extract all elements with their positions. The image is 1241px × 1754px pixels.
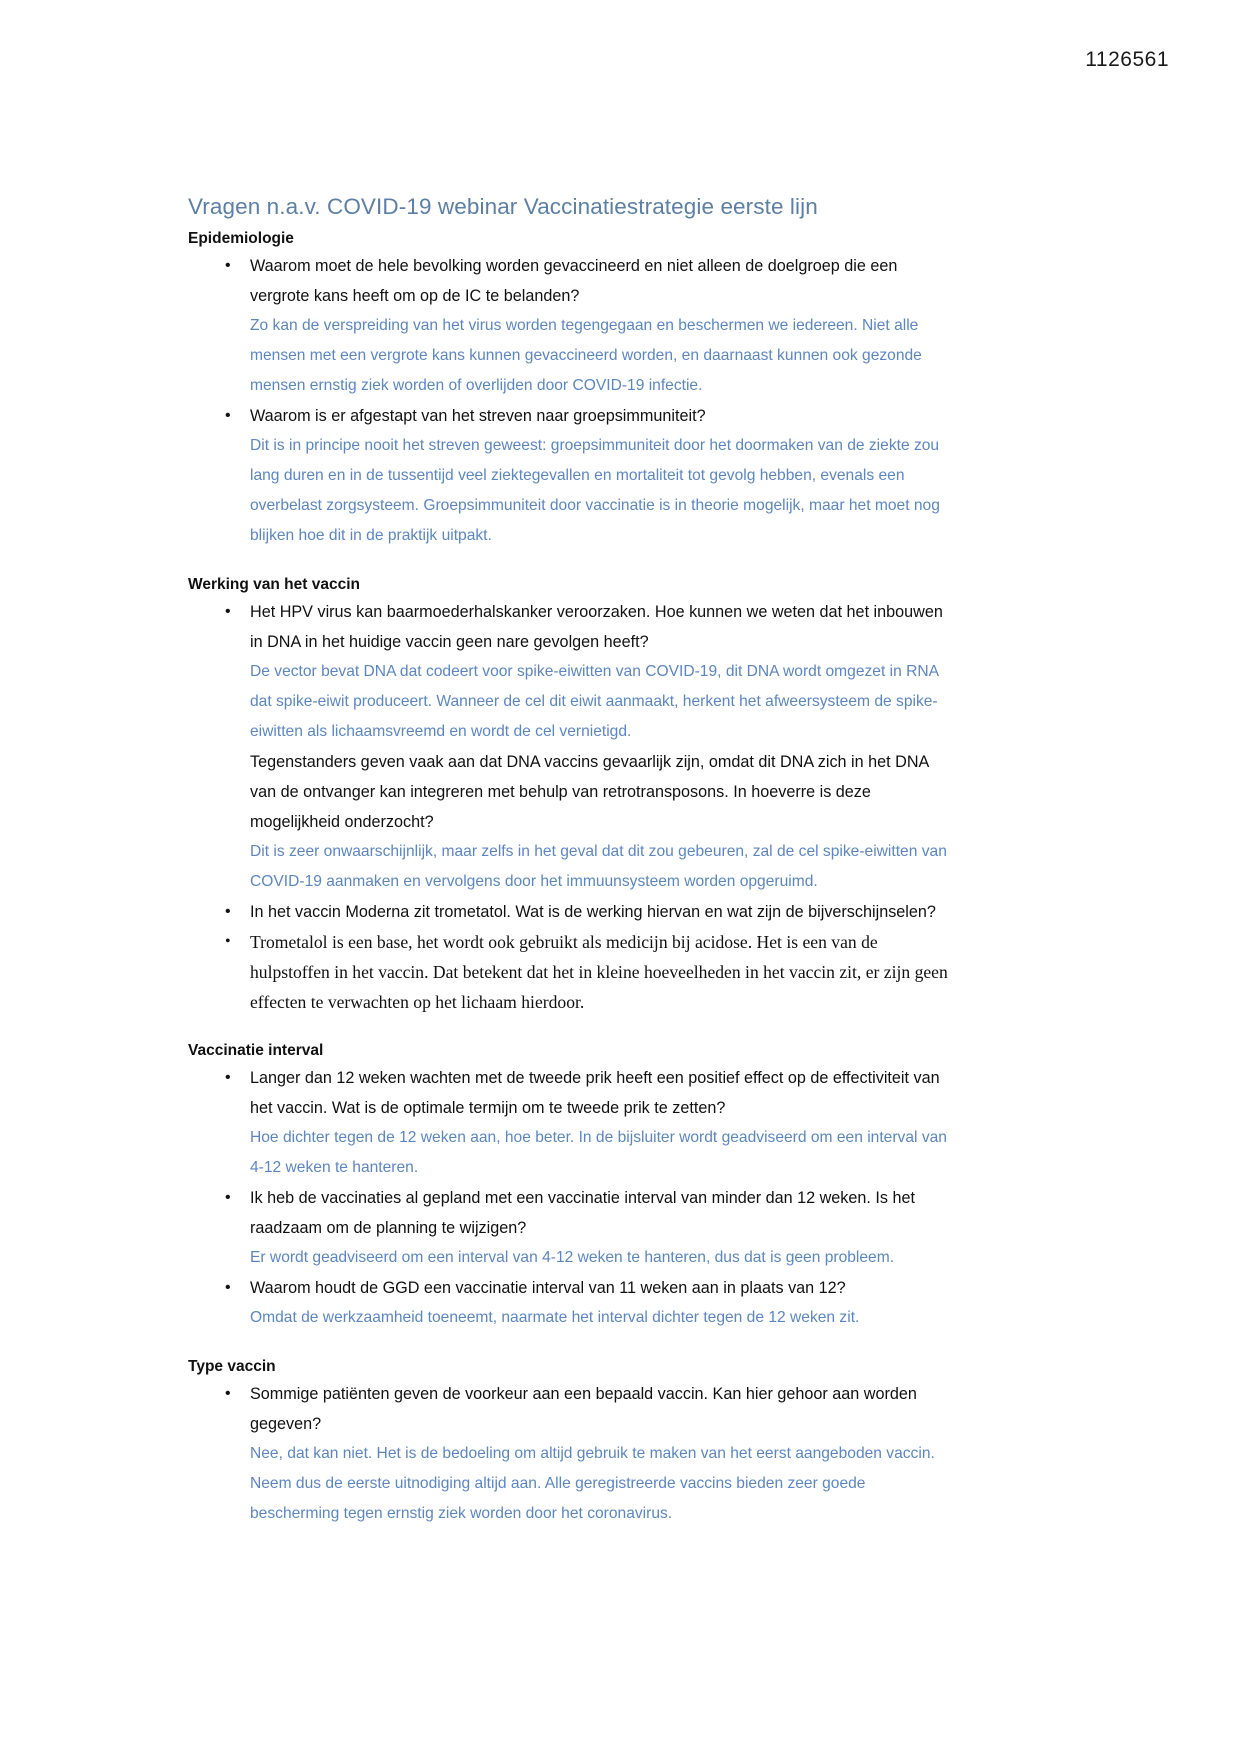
page-title: Vragen n.a.v. COVID-19 webinar Vaccinatiestrategie eerste lijn xyxy=(188,194,818,219)
section-vaccinatie-interval xyxy=(188,1039,948,1333)
question-text: Waarom moet de hele bevolking worden gevaccineerd en niet alleen de doelgroep die een vergrote kans heeft om op de IC te belanden? xyxy=(250,257,898,306)
list-item xyxy=(188,251,948,401)
question-list xyxy=(188,1063,948,1333)
list-item xyxy=(188,1379,948,1529)
answer-text: Hoe dichter tegen de 12 weken aan, hoe beter. In de bijsluiter wordt geadviseerd om een interval van 4-12 weken te hanteren. xyxy=(250,1129,947,1177)
answer-text: Nee, dat kan niet. Het is de bedoeling om altijd gebruik te maken van het eerst aangeboden vaccin. Neem dus de eerste uitnodiging altijd aan. Alle geregistreerde vaccins bieden zeer goede bescherming tegen ernstig ziek worden door het coronavirus. xyxy=(250,1445,935,1523)
bullet-icon: • xyxy=(225,257,231,275)
bullet-icon: • xyxy=(225,903,231,921)
question-text: Waarom houdt de GGD een vaccinatie interval van 11 weken aan in plaats van 12? xyxy=(250,1279,846,1298)
list-item xyxy=(188,927,948,1017)
bullet-icon: • xyxy=(225,1069,231,1087)
answer-text: Er wordt geadviseerd om een interval van 4-12 weken te hanteren, dus dat is geen probleem. xyxy=(250,1249,895,1267)
section-werking-van-het-vaccin xyxy=(188,573,948,1017)
question-text: In het vaccin Moderna zit trometatol. Wat is de werking hiervan en wat zijn de bijverschijnselen? xyxy=(250,903,936,922)
answer-text: Dit is in principe nooit het streven geweest: groepsimmuniteit door het doormaken van de ziekte zou lang duren en in de tussentijd veel ziektegevallen en mortaliteit tot gevolg hebben, evenals een overbelast zorgsysteem. Groepsimmuniteit door vaccinatie is in theorie mogelijk, maar het moet nog blijken hoe dit in de praktijk uitpakt. xyxy=(250,437,940,545)
section-heading: Epidemiologie xyxy=(188,230,294,248)
bullet-icon: • xyxy=(225,603,231,621)
section-type-vaccin xyxy=(188,1355,948,1529)
section-spacer xyxy=(188,1017,948,1039)
answer-text: Zo kan de verspreiding van het virus worden tegengegaan en beschermen we iedereen. Niet alle mensen met een vergrote kans kunnen gevaccineerd worden, en daarnaast kunnen ook gezonde mensen ernstig ziek worden of overlijden door COVID-19 infectie. xyxy=(250,317,922,395)
question-text-secondary: Tegenstanders geven vaak aan dat DNA vaccins gevaarlijk zijn, omdat dit DNA zich in het DNA van de ontvanger kan integreren met behulp van retrotransposons. In hoeverre is deze mogelijkheid onderzocht? xyxy=(250,753,929,832)
section-spacer xyxy=(188,551,948,573)
list-item xyxy=(188,597,948,897)
bullet-icon: • xyxy=(225,1189,231,1207)
question-text: Sommige patiënten geven de voorkeur aan een bepaald vaccin. Kan hier gehoor aan worden gegeven? xyxy=(250,1385,917,1434)
answer-text-secondary: Dit is zeer onwaarschijnlijk, maar zelfs in het geval dat dit zou gebeuren, zal de cel spike-eiwitten van COVID-19 aanmaken en vervolgens door het immuunsysteem worden opgeruimd. xyxy=(250,843,947,891)
section-epidemiologie xyxy=(188,227,948,551)
question-text: Langer dan 12 weken wachten met de tweede prik heeft een positief effect op de effectiviteit van het vaccin. Wat is de optimale termijn om te tweede prik te zetten? xyxy=(250,1069,940,1118)
list-item xyxy=(188,1183,948,1273)
bullet-icon: • xyxy=(225,407,231,425)
question-text: Het HPV virus kan baarmoederhalskanker veroorzaken. Hoe kunnen we weten dat het inbouwen in DNA in het huidige vaccin geen nare gevolgen heeft? xyxy=(250,603,943,652)
question-list xyxy=(188,1379,948,1529)
serif-answer-text: Trometalol is een base, het wordt ook gebruikt als medicijn bij acidose. Het is een van de hulpstoffen in het vaccin. Dat betekent dat het in kleine hoeveelheden in het vaccin zit, er zijn geen effecten te verwachten op het lichaam hierdoor. xyxy=(250,932,948,1013)
list-item xyxy=(188,1063,948,1183)
section-heading: Type vaccin xyxy=(188,1358,276,1376)
bullet-icon: • xyxy=(225,933,231,951)
bullet-icon: • xyxy=(225,1385,231,1403)
question-text: Ik heb de vaccinaties al gepland met een vaccinatie interval van minder dan 12 weken. Is het raadzaam om de planning te wijzigen? xyxy=(250,1189,915,1238)
page-header-number: 1126561 xyxy=(1085,48,1169,71)
section-spacer xyxy=(188,1333,948,1355)
answer-text: Omdat de werkzaamheid toeneemt, naarmate het interval dichter tegen de 12 weken zit. xyxy=(250,1309,860,1327)
section-heading: Vaccinatie interval xyxy=(188,1042,324,1060)
bullet-icon: • xyxy=(225,1279,231,1297)
answer-text: De vector bevat DNA dat codeert voor spike-eiwitten van COVID-19, dit DNA wordt omgezet in RNA dat spike-eiwit produceert. Wanneer de cel dit eiwit aanmaakt, herkent het afweersysteem de spike-eiwitten als lichaamsvreemd en wordt de cel vernietigd. xyxy=(250,663,939,741)
section-heading: Werking van het vaccin xyxy=(188,576,360,594)
document-body xyxy=(188,192,948,1529)
question-list xyxy=(188,597,948,1017)
list-item xyxy=(188,897,948,927)
list-item xyxy=(188,1273,948,1333)
question-text: Waarom is er afgestapt van het streven naar groepsimmuniteit? xyxy=(250,407,706,426)
question-list xyxy=(188,251,948,551)
list-item xyxy=(188,401,948,551)
